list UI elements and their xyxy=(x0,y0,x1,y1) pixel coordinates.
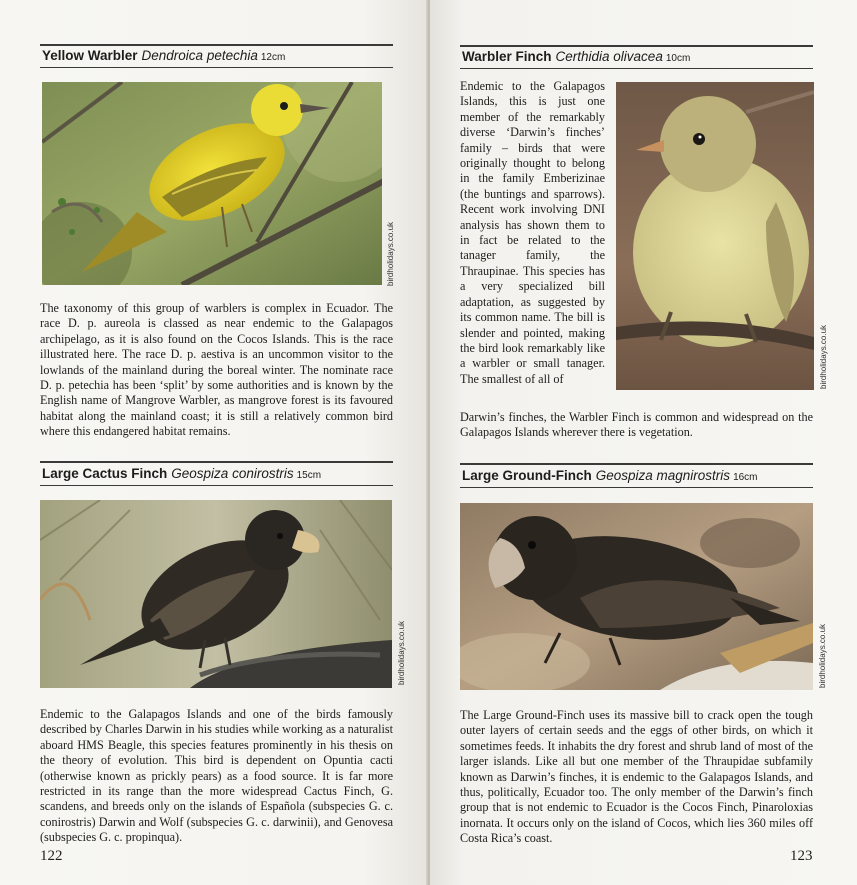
species-description-full: Darwin’s finches, the Warbler Finch is common and widespread on the Galapagos Islands wherever there is vegetation. xyxy=(460,410,813,440)
right-page xyxy=(430,0,857,885)
heading-rule-bottom xyxy=(460,68,813,69)
heading-rule-bottom xyxy=(40,485,393,486)
warbler-finch-image xyxy=(616,82,814,390)
large-cactus-finch-photo xyxy=(40,500,392,688)
large-ground-finch-photo xyxy=(460,503,813,690)
heading-rule-bottom xyxy=(40,67,393,68)
size-label: 15cm xyxy=(296,470,322,481)
species-heading xyxy=(462,468,758,483)
species-description-wrapped: Endemic to the Galapagos Islands, this is just one member of the remarkably diverse ‘Darwin’s finches’ family – birds that were originally thought to belong in the family Emberizinae (the buntings and sparrows). Recent work involving DNI analysis has shown them to in fact be related to the tanager family, the Thraupinae. This species has a very specialized bill adaptation, as suggested by its common name. The bill is slender and pointed, making the bird look remarkably like a warbler or small tanager. The smallest of all of xyxy=(460,79,605,386)
photo-credit: birdholidays.co.uk xyxy=(386,221,395,286)
size-label: 16cm xyxy=(733,472,758,483)
common-name: Yellow Warbler xyxy=(42,48,138,63)
yellow-warbler-photo xyxy=(42,82,382,285)
page-number: 123 xyxy=(790,848,813,864)
species-description: Endemic to the Galapagos Islands and one of the birds famously described by Charles Darwin in his studies while working as a naturalist aboard HMS Beagle, this species features prominently in his thesis on the theory of evolution. This bird is dependent on Opuntia cacti (otherwise known as prickly pears) as a food source. It is far more restricted in its range than the more widespread Cactus Finch, G. scandens, and breeds only on the islands of Española (subspecies G. c. conirostris) Darwin and Wolf (subspecies G. c. darwinii), and Genovesa (subspecies G. c. propinqua). xyxy=(40,707,393,845)
large-cactus-finch-image xyxy=(40,500,392,688)
warbler-finch-photo xyxy=(616,82,814,390)
left-page xyxy=(0,0,428,885)
heading-rule-bottom xyxy=(460,487,813,488)
yellow-warbler-image xyxy=(42,82,382,285)
scientific-name: Geospiza magnirostris xyxy=(595,468,731,483)
species-entry-large-ground-finch xyxy=(460,463,827,863)
size-label: 10cm xyxy=(665,53,691,64)
species-description: The Large Ground-Finch uses its massive bill to crack open the tough outer layers of certain seeds and the eggs of other birds, on which it sometimes feeds. It inhabits the dry forest and shrub land of most of the larger islands. Like all but one member of the Thraupidae subfamily known as Darwin’s finches, it is endemic to the Galapagos Islands, and thus, politically, Ecuador too. The only member of the Darwin’s finch group that is not endemic to Ecuador is the Cocos Finch, Pinaroloxias inornata. It occurs only on the island of Cocos, which lies 360 miles off Costa Rica’s coast. xyxy=(460,708,813,846)
page-number: 122 xyxy=(40,848,63,864)
species-entry-warbler-finch xyxy=(460,45,828,445)
heading-rule-top xyxy=(40,461,393,463)
large-ground-finch-image xyxy=(460,503,813,690)
scientific-name: Certhidia olivacea xyxy=(555,49,663,64)
heading-rule-top xyxy=(460,45,813,47)
heading-rule-top xyxy=(40,44,393,46)
species-heading xyxy=(462,49,690,64)
species-entry-large-cactus-finch xyxy=(40,461,406,861)
common-name: Large Cactus Finch xyxy=(42,466,168,481)
heading-rule-top xyxy=(460,463,813,465)
photo-credit: birdholidays.co.uk xyxy=(397,620,406,685)
scientific-name: Geospiza conirostris xyxy=(171,466,294,481)
common-name: Large Ground-Finch xyxy=(462,468,592,483)
species-description: The taxonomy of this group of warblers is complex in Ecuador. The race D. p. aureola is classed as near endemic to the Galapagos archipelago, as it is also found on the Cocos Islands. This is the race illustrated here. The race D. p. aestiva is an uncommon visitor to the lowlands of the mainland during the boreal winter. The nominate race D. p. petechia has been ‘split’ by some authorities and is known by the English name of Mangrove Warbler, as mangrove forest is its favoured habitat along the mainland coast; it is still a relatively common bird where this endangered habitat remains. xyxy=(40,301,393,439)
common-name: Warbler Finch xyxy=(462,49,552,64)
species-heading xyxy=(42,466,321,481)
scientific-name: Dendroica petechia xyxy=(141,48,258,63)
species-entry-yellow-warbler xyxy=(40,44,393,444)
photo-credit: birdholidays.co.uk xyxy=(818,623,827,688)
size-label: 12cm xyxy=(260,52,286,63)
photo-credit: birdholidays.co.uk xyxy=(819,324,828,389)
species-heading xyxy=(42,48,285,63)
